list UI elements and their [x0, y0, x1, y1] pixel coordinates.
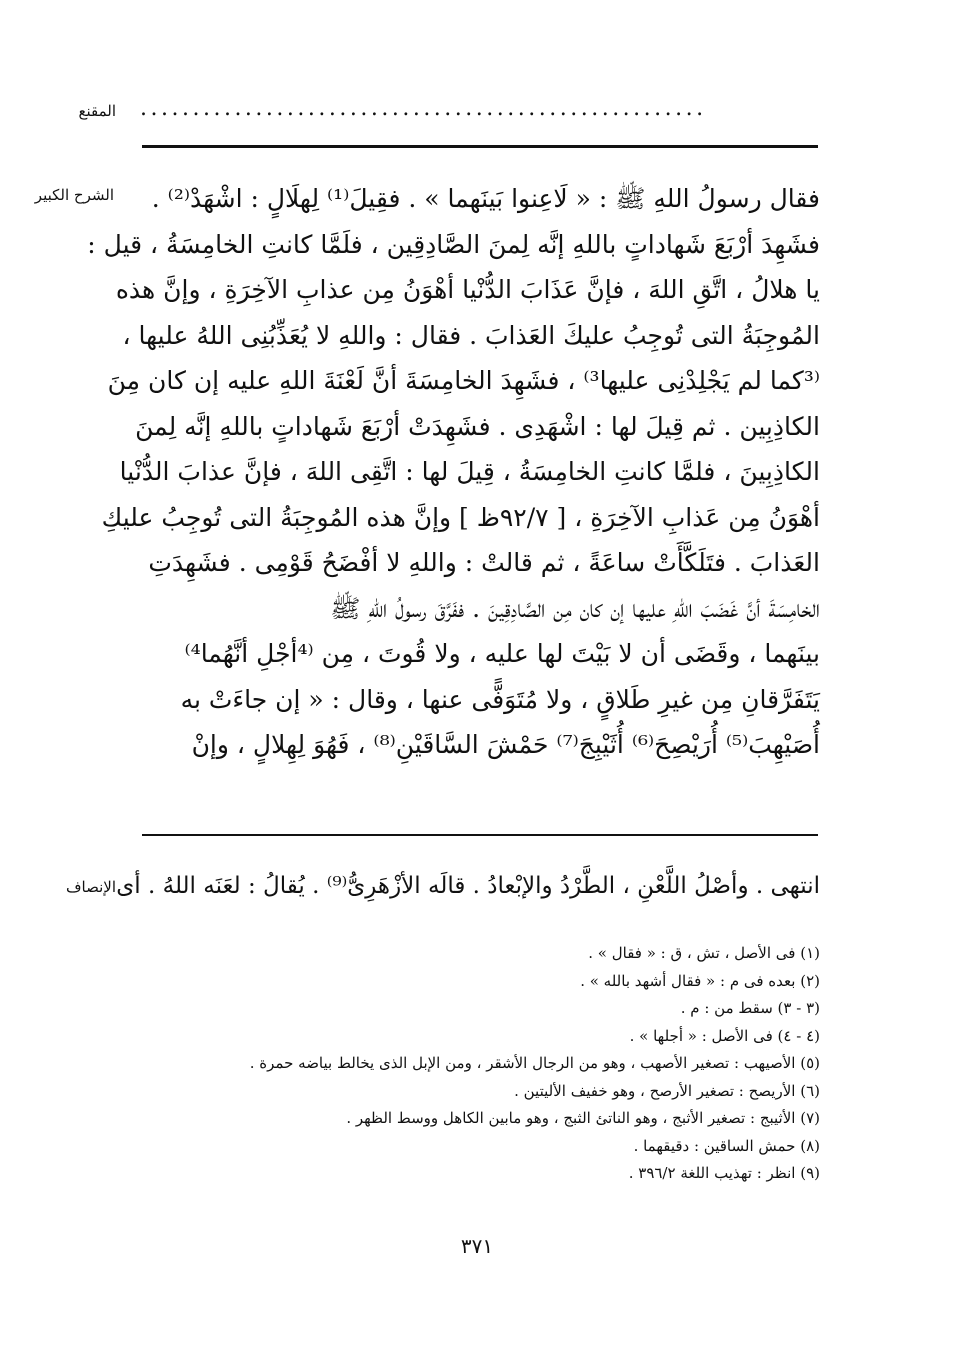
footnote: (٧) الأثيبج : تصغير الأثبج ، وهو الناتئ الثبج ، وهو مابين الكاهل ووسط الظهر .	[346, 1109, 820, 1127]
page-number: ٣٧١	[460, 1234, 494, 1258]
text-line: يا هلالُ ، اتَّقِ اللهَ ، فإنَّ عَذَابَ الدُّنْيا أهْوَنُ مِن عذابِ الآخِرَةِ ، وإنَّ هذه	[115, 275, 820, 304]
footnote: (٩) انظر : تهذيب اللغة ٣٩٦/٢ .	[628, 1164, 820, 1182]
header-rule	[142, 145, 818, 148]
side-label-sharh-kabir: الشرح الكبير	[34, 186, 114, 204]
text-line: فشَهِدَ أرْبَعَ شَهاداتٍ باللهِ إنَّه لِمنَ الصَّادِقِين ، فلَمَّا كانتِ الخامِسَةُ ، قيل :	[87, 229, 820, 259]
text-line: أهْوَنُ مِن عَذابِ الآخِرَةِ ، [ ٩٢/٧ظ ] وإنَّ هذه المُوجِبَةُ التى تُوجِبُ عليكِ	[101, 502, 820, 532]
footnote: (٤ - ٤) فى الأصل : « أجلها » .	[629, 1026, 820, 1045]
insaf-text-line: انتهى . وأصْلُ اللَّعْنِ ، الطَّرْدُ والإبْعادُ . قالَه الأزْهَرِىُّ⁽⁹⁾ . يُقالُ : لعَنَه اللهُ . أى	[116, 873, 820, 899]
footnote: (٢) بعده فى م : « فقال أشهد بالله » .	[580, 971, 820, 990]
text-line: الخامِسَةَ أنَّ غَضَبَ اللهِ عليها إن كان مِن الصَّادِقِينَ . ففَرَّقَ رسولُ اللهِ ﷺ	[330, 593, 820, 623]
text-line: الكاذِبِينَ ، فلمَّا كانتِ الخامِسَةُ ، قِيلَ لها : اتَّقِى اللهَ ، فإنَّ عذابَ الدُّنْيا	[119, 457, 820, 486]
section-divider	[142, 834, 818, 836]
text-line: أُصَيْهِبَ⁽⁵⁾ أُرَيْصِحَ⁽⁶⁾ أُثَيْبِجَ⁽⁷⁾ حَمْشَ السَّاقَيْنِ⁽⁸⁾ ، فَهُوَ لِهِلالٍ ، وإنْ	[191, 730, 820, 759]
text-line: يَتَفَرَّقانِ مِن غيرِ طَلاقٍ ، ولا مُتَوَفًّى عنها ، وقال : « إن جاءَتْ به	[180, 684, 820, 714]
footnote: (٣ - ٣) سقط من : م .	[680, 999, 820, 1017]
footnote: (٦) الأريصح : تصغير الأرصح ، وهو خفيف الأليتين .	[514, 1081, 820, 1100]
text-line: العَذابَ . فتَلَكَّأَتْ ساعَةً ، ثم قالتْ : واللهِ لا أفْضَحُ قَوْمِى . فشَهِدَتِ	[148, 548, 820, 577]
text-line: المُوجِبَةُ التى تُوجِبُ عليكَ العَذابَ . فقال : واللهِ لا يُعَذِّبُنِى اللهُ عليها ،	[122, 320, 820, 350]
footnotes	[140, 940, 820, 1188]
main-commentary-text	[87, 176, 820, 768]
running-header-title: المقنع	[78, 102, 116, 120]
footnote: (١) فى الأصل ، تش ، ق : « فقال » .	[588, 944, 820, 962]
footnote: (٨) حمش الساقين : دقيقهما .	[633, 1136, 820, 1155]
footnote: (٥) الأصيهب : تصغير الأصهب ، وهو من الرجال الأشقر ، ومن الإبل الذى يخالط بياضه حمرة .	[249, 1054, 820, 1072]
text-line: فقال رسولُ اللهِ ﷺ : « لَاعِنوا بَينَهما » . فقِيلَ⁽¹⁾ لِهلَالٍ : اشْهَدْ⁽²⁾ .	[151, 184, 820, 213]
side-label-insaf: الإنصاف	[65, 878, 116, 896]
text-line: ⁽³كما لم يَجْلِدْنِى عليها³⁾ ، فشَهِدَ الخامِسَةَ أنَّ لَعْنَةَ اللهِ عليه إن كان مِنَ	[107, 366, 820, 395]
text-line: الكاذِبِين . ثم قِيلَ لها : اشْهَدِى . فشَهِدَتْ أرْبَعَ شَهاداتٍ باللهِ إنَّه لِمنَ	[135, 411, 820, 441]
header-dotted-leader: ......................................................	[140, 96, 707, 121]
text-line: بينَهما ، وقَضَى أن لا بَيْتَ لها عليه ، ولا قُوتَ ، مِن ⁽⁴أجْلِ أنَّهُما⁴⁾	[184, 639, 820, 668]
